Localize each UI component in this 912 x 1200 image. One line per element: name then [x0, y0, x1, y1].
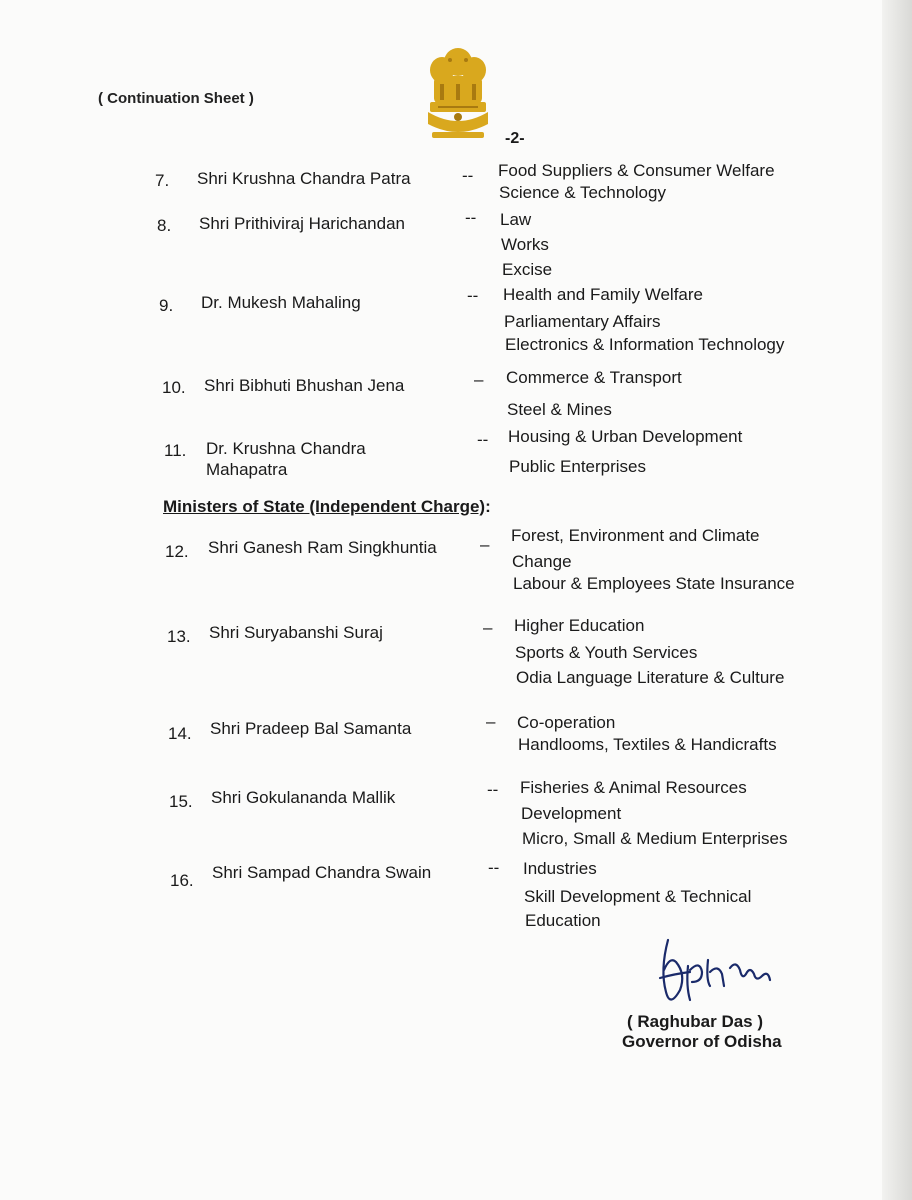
- signatory-title: Governor of Odisha: [622, 1032, 782, 1051]
- minister-name: Shri Bibhuti Bhushan Jena: [204, 376, 405, 395]
- entry-dash: --: [467, 286, 479, 305]
- portfolio-item: Steel & Mines: [507, 400, 612, 419]
- portfolio-item: Odia Language Literature & Culture: [516, 668, 785, 687]
- entry-dash: –: [474, 370, 484, 389]
- portfolio-item: Law: [500, 210, 532, 229]
- portfolio-item: Handlooms, Textiles & Handicrafts: [518, 735, 777, 754]
- portfolio-item: Higher Education: [514, 616, 645, 635]
- portfolio-item: Commerce & Transport: [506, 368, 682, 387]
- portfolio-item: Development: [521, 804, 622, 823]
- portfolio-item: Fisheries & Animal Resources: [520, 778, 747, 797]
- minister-name: Dr. Krushna Chandra: [206, 439, 366, 458]
- entry-number: 15.: [169, 792, 193, 811]
- page-edge-shadow: [882, 0, 912, 1200]
- portfolio-item: Change: [512, 552, 572, 571]
- minister-name: Shri Krushna Chandra Patra: [197, 169, 411, 188]
- signatory-name: ( Raghubar Das ): [627, 1012, 764, 1031]
- portfolio-item: Public Enterprises: [509, 457, 647, 476]
- minister-name: Dr. Mukesh Mahaling: [201, 293, 361, 312]
- section-heading-text: Ministers of State (Independent Charge): [163, 497, 486, 516]
- portfolio-item: Electronics & Information Technology: [505, 335, 785, 354]
- portfolio-item: Food Suppliers & Consumer Welfare: [498, 161, 775, 180]
- portfolio-item: Sports & Youth Services: [515, 643, 698, 662]
- portfolio-item: Education: [525, 911, 601, 930]
- portfolio-item: Science & Technology: [499, 183, 666, 202]
- portfolio-item: Labour & Employees State Insurance: [513, 574, 795, 593]
- minister-name: Shri Sampad Chandra Swain: [212, 863, 432, 882]
- portfolio-item: Co-operation: [517, 713, 616, 732]
- continuation-sheet-label: ( Continuation Sheet ): [98, 90, 254, 107]
- section-heading: [163, 497, 491, 517]
- portfolio-item: Housing & Urban Development: [508, 427, 743, 446]
- minister-name: Shri Suryabanshi Suraj: [209, 623, 383, 642]
- portfolio-item: Forest, Environment and Climate: [511, 526, 760, 545]
- minister-name: Shri Gokulananda Mallik: [211, 788, 396, 807]
- entry-dash: –: [486, 712, 496, 731]
- portfolio-item: Excise: [502, 260, 553, 279]
- minister-name-line2: Mahapatra: [206, 460, 288, 479]
- entry-dash: --: [488, 858, 500, 877]
- entry-number: 8.: [157, 216, 172, 235]
- entry-dash: --: [477, 430, 489, 449]
- entry-number: 13.: [167, 627, 191, 646]
- entry-number: 12.: [165, 542, 189, 561]
- portfolio-item: Works: [501, 235, 549, 254]
- portfolio-item: Parliamentary Affairs: [504, 312, 661, 331]
- portfolio-item: Skill Development & Technical: [524, 887, 752, 906]
- minister-name: Shri Ganesh Ram Singkhuntia: [208, 538, 437, 557]
- minister-name: Shri Pradeep Bal Samanta: [210, 719, 412, 738]
- entry-dash: --: [465, 208, 477, 227]
- entry-number: 11.: [164, 441, 187, 460]
- entry-dash: –: [480, 535, 490, 554]
- handwritten-signature: [650, 930, 780, 1020]
- entry-dash: --: [462, 166, 474, 185]
- entry-dash: –: [483, 618, 493, 637]
- entry-number: 16.: [170, 871, 194, 890]
- portfolio-item: Micro, Small & Medium Enterprises: [522, 829, 788, 848]
- entry-number: 10.: [162, 378, 186, 397]
- state-emblem-icon: [418, 40, 498, 150]
- entry-number: 14.: [168, 724, 192, 743]
- section-heading-colon: :: [485, 497, 491, 516]
- portfolio-item: Industries: [523, 859, 597, 878]
- entry-number: 7.: [155, 171, 170, 190]
- minister-name: Shri Prithiviraj Harichandan: [199, 214, 405, 233]
- portfolio-item: Health and Family Welfare: [503, 285, 703, 304]
- entry-dash: --: [487, 780, 499, 799]
- entry-number: 9.: [159, 296, 174, 315]
- page-number: -2-: [505, 130, 525, 147]
